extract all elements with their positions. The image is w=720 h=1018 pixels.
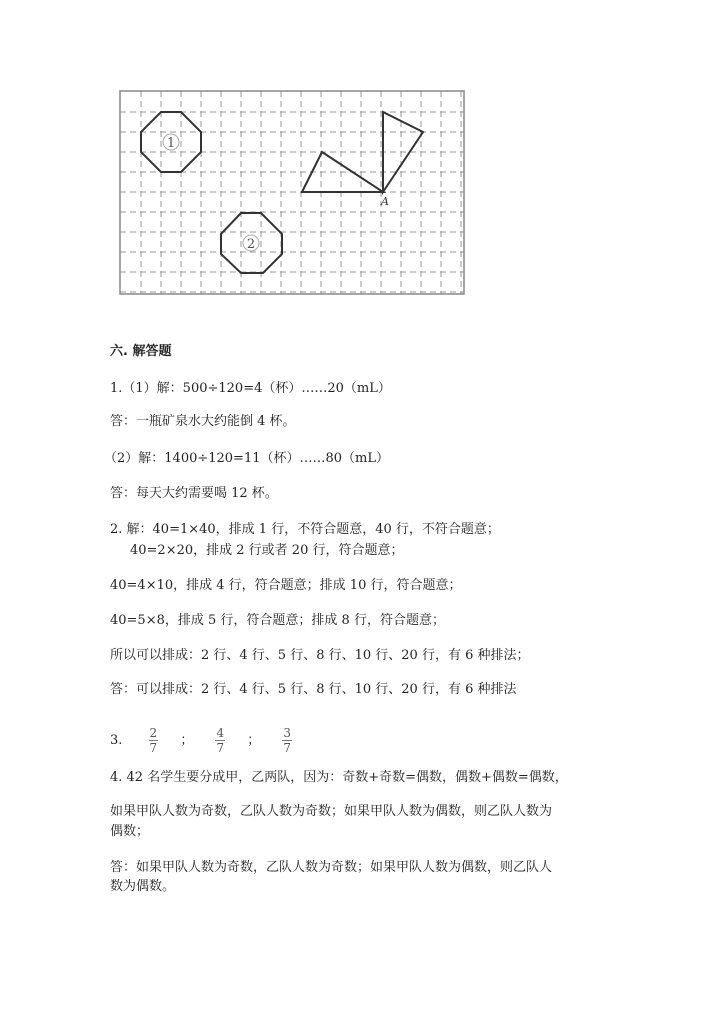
q3-prefix: 3.: [110, 733, 123, 748]
answer-line: 2. 解：40=1×40，排成 1 行，不符合题意，40 行，不符合题意；: [110, 522, 500, 537]
numerator: 2: [149, 726, 158, 740]
answer-line: 40=5×8，排成 5 行，符合题意；排成 8 行，符合题意；: [110, 613, 445, 628]
numerator: 4: [216, 726, 225, 740]
denominator: 7: [283, 741, 292, 755]
section-title: 六. 解答题: [110, 344, 172, 359]
answer-line: 40=2×20，排成 2 行或者 20 行，符合题意；: [130, 543, 404, 558]
grid-lines: [120, 91, 464, 294]
denominator: 7: [149, 741, 158, 755]
answer-line: 1.（1）解：500÷120=4（杯）……20（mL）: [110, 381, 391, 396]
answer-line: （2）解：1400÷120=11（杯）……80（mL）: [104, 451, 389, 466]
q3-line: [110, 726, 292, 756]
fraction: [282, 726, 292, 755]
separator: ；: [180, 733, 194, 748]
answer-line: 如果甲队人数为奇数，乙队人数为奇数；如果甲队人数为偶数，则乙队人数为: [110, 804, 553, 819]
octagon-2-label: 2: [246, 237, 256, 252]
answer-line: 答：一瓶矿泉水大约能倒 4 杯。: [110, 414, 296, 429]
fraction: [149, 726, 159, 755]
answer-line: 所以可以排成：2 行、4 行、5 行、8 行、10 行、20 行，有 6 种排法；: [110, 648, 530, 663]
point-a-label: A: [381, 195, 389, 208]
denominator: 7: [216, 741, 225, 755]
numerator: 3: [283, 726, 292, 740]
answer-line: 数为偶数。: [110, 879, 176, 894]
answer-line: 4. 42 名学生要分成甲，乙两队，因为：奇数+奇数=偶数，偶数+偶数=偶数，: [110, 770, 568, 785]
answer-line: 答：每天大约需要喝 12 杯。: [110, 486, 278, 501]
grid-figure: [0, 0, 720, 310]
answer-line: 答：如果甲队人数为奇数，乙队人数为奇数；如果甲队人数为偶数，则乙队人: [110, 860, 553, 875]
separator: ；: [247, 733, 261, 748]
octagon-1-label: 1: [166, 136, 176, 151]
answer-line: 偶数；: [110, 824, 150, 839]
answer-line: 40=4×10，排成 4 行，符合题意；排成 10 行，符合题意；: [110, 578, 462, 593]
fraction: [215, 726, 225, 755]
answer-line: 答：可以排成：2 行、4 行、5 行、8 行、10 行、20 行，有 6 种排法: [110, 682, 517, 697]
